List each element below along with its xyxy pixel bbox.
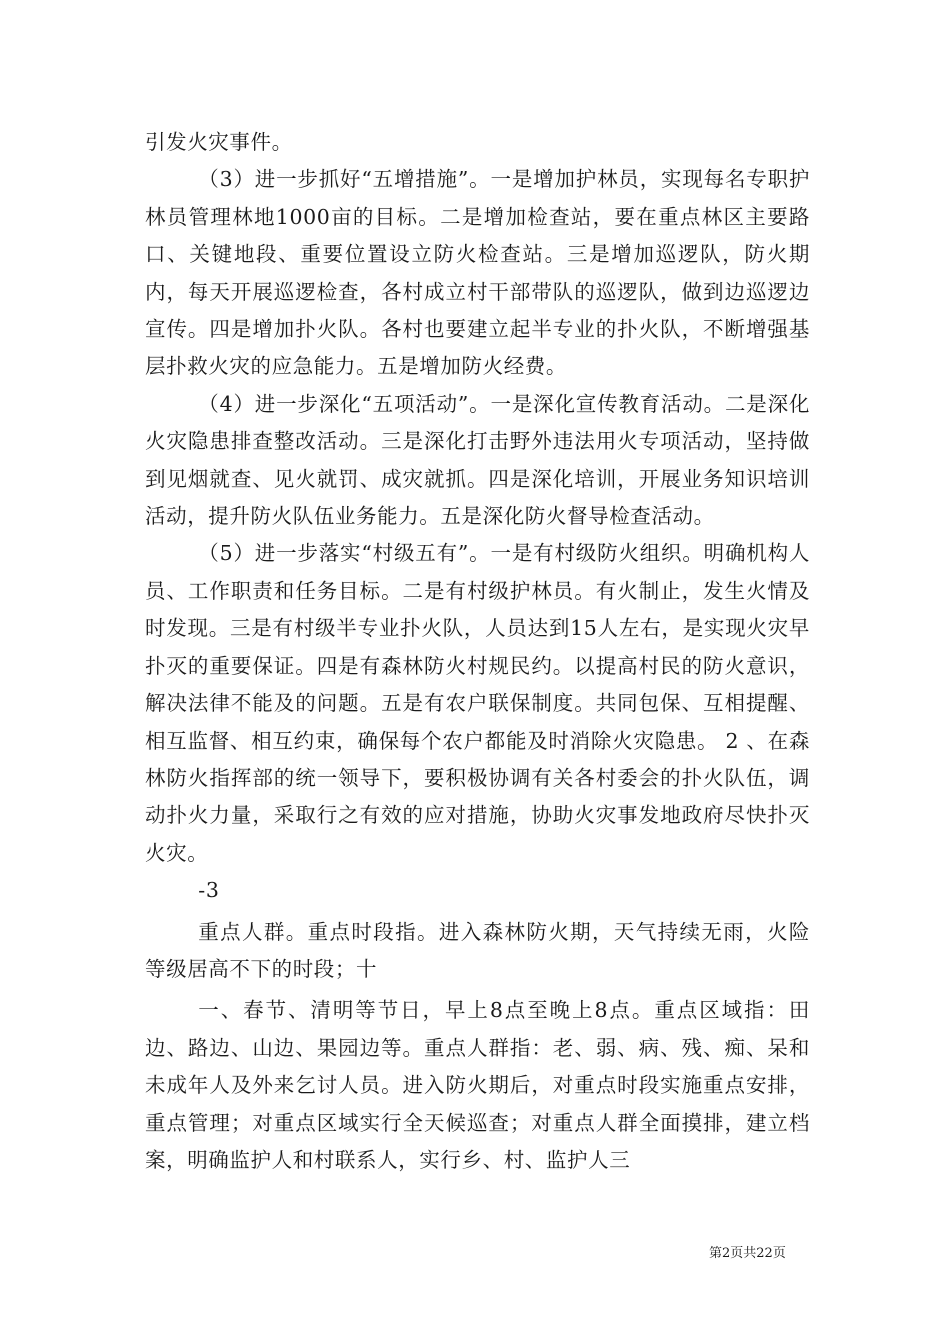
paragraph-key-groups: 重点人群。重点时段指。进入森林防火期，天气持续无雨，火险等级居高不下的时段；十 bbox=[145, 919, 810, 981]
paragraph-continuation: 引发火灾事件。 bbox=[145, 130, 293, 154]
page-number-footer: 第2页共22页 bbox=[709, 1246, 786, 1261]
paragraph-key-periods: 一、春节、清明等节日，早上8点至晚上8点。重点区域指：田边、路边、山边、果园边等。重点人群指：老、弱、病、残、痴、呆和未成年人及外来乞讨人员。进入防火期后，对重点时段实施重点安排，重点管理；对重点区域实行全天候巡查；对重点人群全面摸排，建立档案，明确监护人和村联系人，实行乡、村、监护人三 bbox=[145, 998, 810, 1172]
paragraph-section-marker: -3 bbox=[198, 878, 220, 903]
paragraph-village-five: （5）进一步落实“村级五有”。一是有村级防火组织。明确机构人员、工作职责和任务目标。二是有村级护林员。有火制止，发生火情及时发现。三是有村级半专业扑火队，人员达到15人左右，是实现火灾早扑灭的重要保证。四是有森林防火村规民约。以提高村民的防火意识，解决法律不能及的问题。五是有农户联保制度。共同包保、互相提醒、相互监督、相互约束，确保每个农户都能及时消除火灾隐患。 2 、在森林防火指挥部的统一领导下，要积极协调有关各村委会的扑火队伍，调动扑火力量，采取行之有效的应对措施，协助火灾事发地政府尽快扑灭火灾。 bbox=[145, 541, 810, 865]
paragraph-five-activities: （4）进一步深化“五项活动”。一是深化宣传教育活动。二是深化火灾隐患排查整改活动。三是深化打击野外违法用火专项活动，坚持做到见烟就查、见火就罚、成灾就抓。四是深化培训，开展业务知识培训活动，提升防火队伍业务能力。五是深化防火督导检查活动。 bbox=[145, 391, 810, 529]
document-body bbox=[145, 124, 810, 1179]
paragraph-five-measures: （3）进一步抓好“五增措施”。一是增加护林员，实现每名专职护林员管理林地1000亩的目标。二是增加检查站，要在重点林区主要路口、关键地段、重要位置设立防火检查站。三是增加巡逻队，防火期内，每天开展巡逻检查，各村成立村干部带队的巡逻队，做到边巡逻边宣传。四是增加扑火队。各村也要建立起半专业的扑火队，不断增强基层扑救火灾的应急能力。五是增加防火经费。 bbox=[145, 167, 810, 379]
